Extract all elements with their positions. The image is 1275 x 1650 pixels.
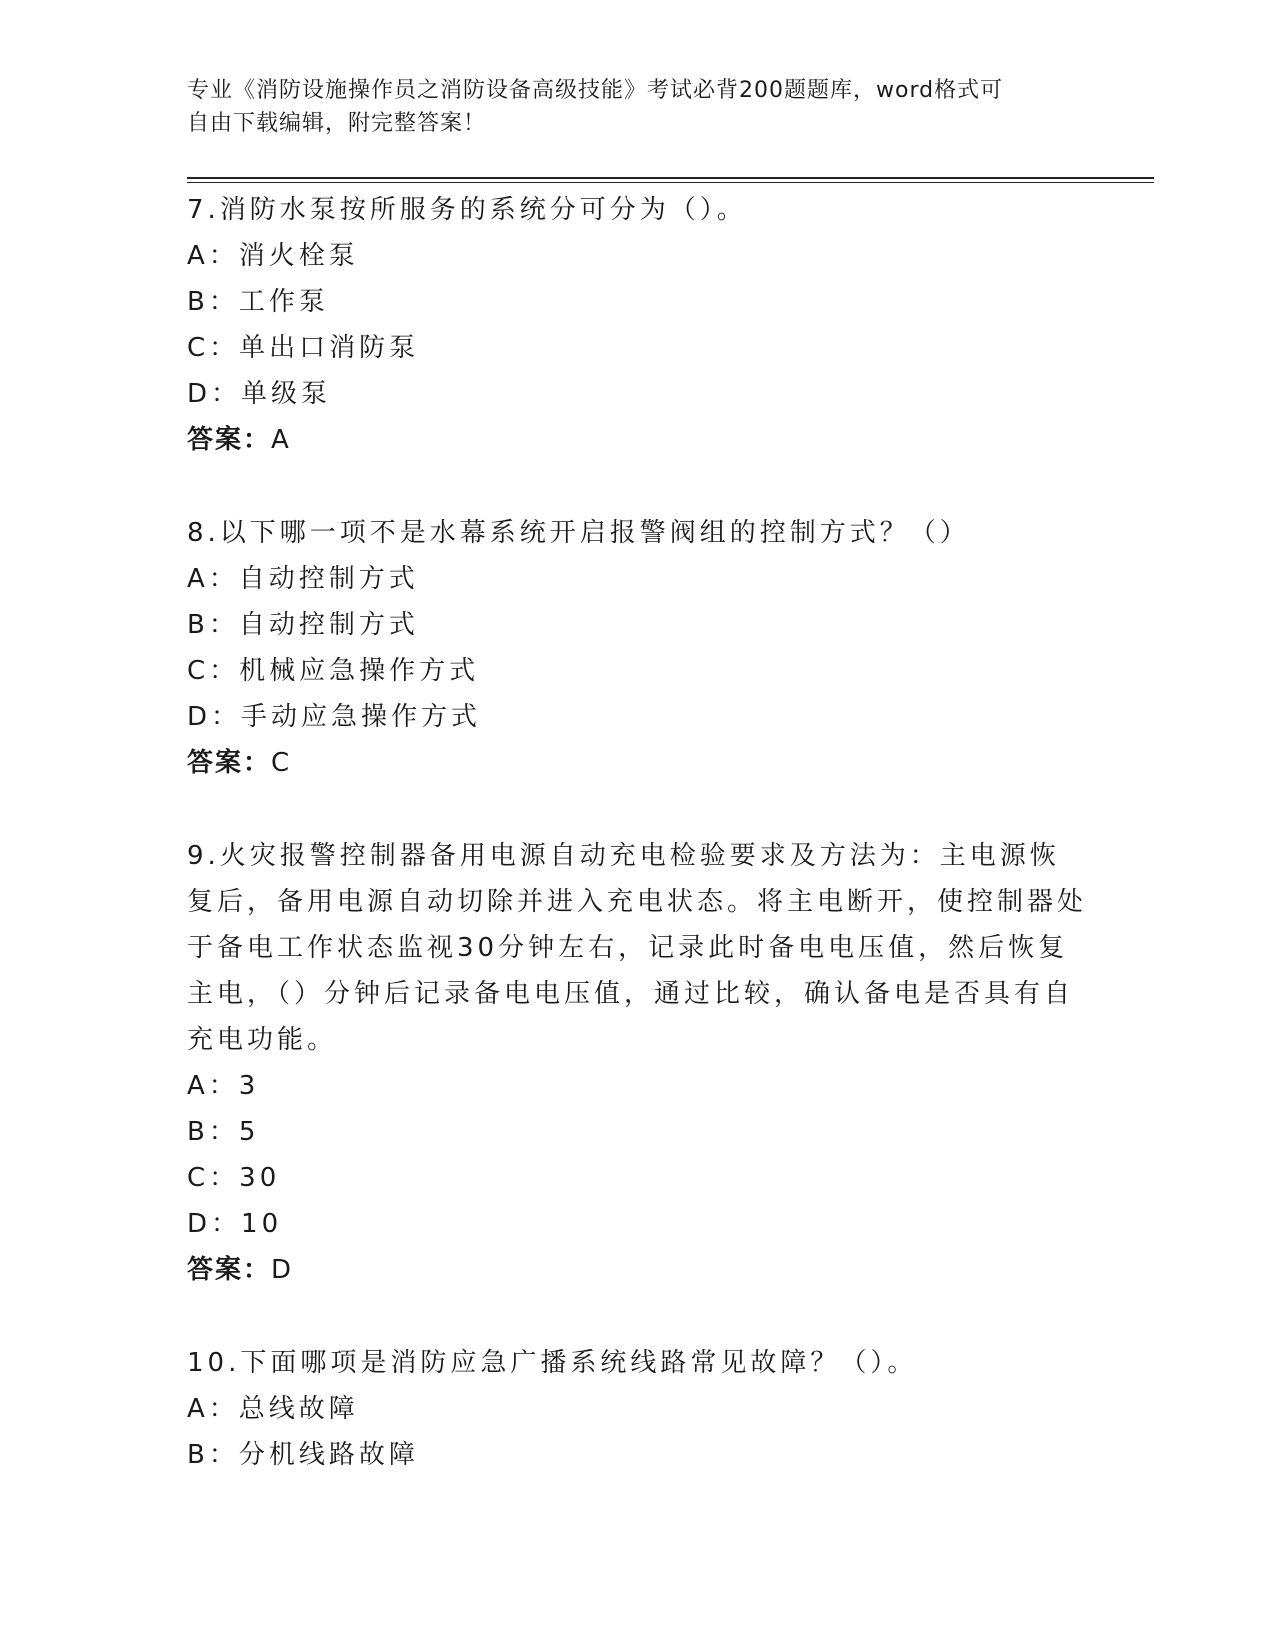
- option-d: D：手动应急操作方式: [187, 702, 482, 732]
- option-a: A：总线故障: [187, 1394, 359, 1424]
- answer-line: [187, 1247, 1087, 1293]
- option-c: C：30: [187, 1163, 281, 1193]
- option-a: A：3: [187, 1071, 260, 1101]
- answer-value: D: [271, 1255, 294, 1285]
- answer-line: [187, 740, 1087, 786]
- question-10: [187, 1340, 1087, 1478]
- option-c: C：单出口消防泵: [187, 333, 420, 363]
- option-a: A：自动控制方式: [187, 564, 419, 594]
- option-b: B：分机线路故障: [187, 1440, 419, 1470]
- question-list: [187, 187, 1087, 1525]
- option-d: D：单级泵: [187, 379, 332, 409]
- option-a: A：消火栓泵: [187, 241, 359, 271]
- question-text: 7.消防水泵按所服务的系统分可分为（）。: [187, 195, 747, 225]
- answer-line: [187, 417, 1087, 463]
- header-divider-thick: [187, 177, 1154, 179]
- header-line-2: 自由下载编辑，附完整答案！: [187, 111, 487, 136]
- question-9: [187, 833, 1087, 1293]
- header-line-1: 专业《消防设施操作员之消防设备高级技能》考试必背200题题库，word格式可: [187, 78, 1004, 103]
- option-b: B：5: [187, 1117, 260, 1147]
- question-8: [187, 510, 1087, 786]
- option-d: D：10: [187, 1209, 283, 1239]
- option-b: B：自动控制方式: [187, 610, 419, 640]
- answer-label: 答案：: [187, 748, 272, 778]
- question-7: [187, 187, 1087, 463]
- document-header: [187, 74, 1087, 140]
- option-c: C：机械应急操作方式: [187, 656, 480, 686]
- option-b: B：工作泵: [187, 287, 329, 317]
- answer-label: 答案：: [187, 1255, 272, 1285]
- header-divider-thin: [187, 182, 1154, 183]
- answer-label: 答案：: [187, 425, 272, 455]
- question-text: 10.下面哪项是消防应急广播系统线路常见故障？（）。: [187, 1348, 918, 1378]
- question-text: 8.以下哪一项不是水幕系统开启报警阀组的控制方式？（）: [187, 518, 970, 548]
- answer-value: C: [271, 748, 292, 778]
- answer-value: A: [271, 425, 291, 455]
- question-text: 9.火灾报警控制器备用电源自动充电检验要求及方法为：主电源恢复后，备用电源自动切除并进入充电状态。将主电断开，使控制器处于备电工作状态监视30分钟左右，记录此时备电电压值，然后恢复主电，（）分钟后记录备电电压值，通过比较，确认备电是否具有自充电功能。: [187, 841, 1088, 1055]
